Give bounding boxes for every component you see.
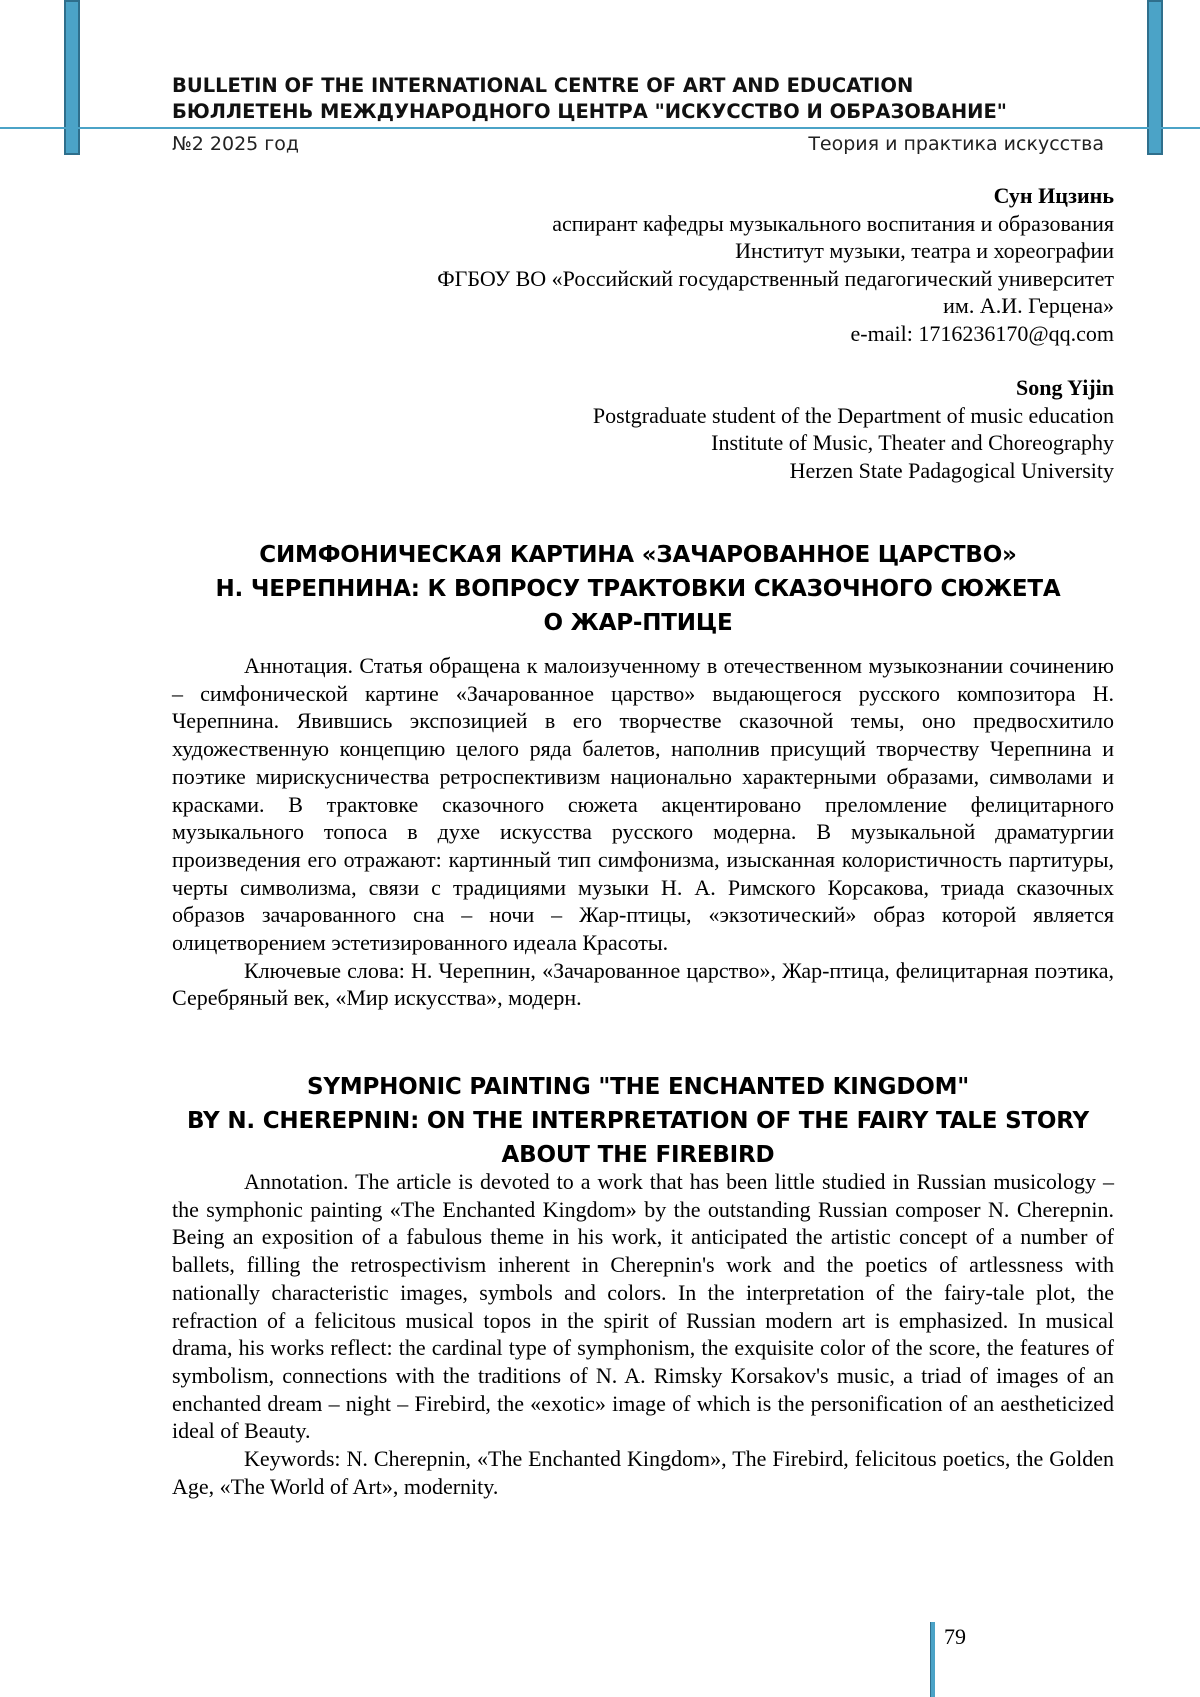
abstract-en-section [172, 1168, 1114, 1500]
left-decorative-bar [64, 0, 80, 155]
author-ru-line: ФГБОУ ВО «Российский государственный педагогический университет [437, 265, 1114, 291]
page-number-rule [930, 1622, 935, 1697]
author-ru-name: Сун Ицзинь [993, 183, 1114, 208]
author-en-name: Song Yijin [1015, 375, 1114, 400]
journal-header [172, 73, 1132, 125]
abstract-en: Annotation. The article is devoted to a work that has been little studied in Russian musicology – the symphonic painting «The Enchanted Kingdom» by the outstanding Russian composer N. Cherepnin. Being an exposition of a fabulous theme in his work, it anticipated the artistic concept of a number of ballets, filling the retrospectivism inherent in Cherepnin's work and the poetics of artlessness with nationally characteristic images, symbols and colors. In the interpretation of the fairy-tale plot, the refraction of a felicitous musical topos in the spirit of Russian modern art is emphasized. In musical drama, his works reflect: the cardinal type of symphonism, the exquisite color of the score, the features of symbolism, connections with the traditions of N. A. Rimsky Korsakov's music, a triad of images of an enchanted dream – night – Firebird, the «exotic» image of which is the personification of an aestheticized ideal of Beauty. [172, 1169, 1114, 1444]
keywords-en: Keywords: N. Cherepnin, «The Enchanted Kingdom», The Firebird, felicitous poetics, the Golden Age, «The World of Art», modernity. [172, 1446, 1114, 1499]
journal-title-en: BULLETIN OF THE INTERNATIONAL CENTRE OF ART AND EDUCATION [172, 74, 914, 97]
section-name: Теория и практика искусства [808, 133, 1104, 155]
title-ru-line: СИМФОНИЧЕСКАЯ КАРТИНА «ЗАЧАРОВАННОЕ ЦАРСТВО» [259, 542, 1017, 568]
journal-title-ru: БЮЛЛЕТЕНЬ МЕЖДУНАРОДНОГО ЦЕНТРА "ИСКУССТВО И ОБРАЗОВАНИЕ" [172, 100, 1007, 123]
article-title-ru [172, 538, 1104, 640]
author-en-line: Herzen State Padagogical University [789, 457, 1114, 483]
issue-line [172, 131, 1104, 157]
title-en-line: BY N. CHEREPNIN: ON THE INTERPRETATION OF THE FAIRY TALE STORY [186, 1108, 1089, 1134]
author-affiliations [214, 182, 1114, 484]
title-en-line: ABOUT THE FIREBIRD [501, 1142, 775, 1168]
page-number: 79 [944, 1624, 966, 1649]
author-ru-block [214, 182, 1114, 347]
author-ru-email: e-mail: 1716236170@qq.com [850, 320, 1114, 346]
keywords-ru: Ключевые слова: Н. Черепнин, «Зачарованное царство», Жар-птица, фелицитарная поэтика, Серебряный век, «Мир искусства», модерн. [172, 957, 1114, 1011]
issue-number: №2 2025 год [172, 133, 300, 155]
author-ru-line: им. А.И. Герцена» [943, 293, 1114, 318]
title-ru-line: О ЖАР-ПТИЦЕ [543, 610, 733, 636]
title-en-line: SYMPHONIC PAINTING "THE ENCHANTED KINGDOM" [306, 1074, 970, 1100]
author-en-block [214, 374, 1114, 484]
article-title-en [172, 1070, 1104, 1172]
abstract-ru-section [172, 652, 1114, 1012]
title-ru-line: Н. ЧЕРЕПНИНА: К ВОПРОСУ ТРАКТОВКИ СКАЗОЧНОГО СЮЖЕТА [215, 576, 1061, 602]
author-en-line: Postgraduate student of the Department of music education [592, 402, 1114, 428]
author-ru-line: аспирант кафедры музыкального воспитания и образования [552, 210, 1114, 236]
author-en-line: Institute of Music, Theater and Choreography [711, 430, 1114, 455]
header-rule [0, 127, 1200, 129]
author-ru-line: Институт музыки, театра и хореографии [735, 238, 1114, 263]
abstract-ru: Аннотация. Статья обращена к малоизученному в отечественном музыкознании сочинению – симфонической картине «Зачарованное царство» выдающегося русского композитора Н. Черепнина. Явившись экспозицией в его творчестве сказочной темы, оно предвосхитило художественную концепцию целого ряда балетов, наполнив присущий творчеству Черепнина и поэтике мирискусничества ретроспективизм национально характерными образами, символами и красками. В трактовке сказочного сюжета акцентировано преломление фелицитарного музыкального топоса в духе искусства русского модерна. В музыкальной драматургии произведения его отражают: картинный тип симфонизма, изысканная колористичность партитуры, черты символизма, связи с традициями музыки Н. А. Римского Корсакова, триада сказочных образов зачарованного сна – ночи – Жар-птицы, «экзотический» образ которой является олицетворением эстетизированного идеала Красоты. [172, 653, 1114, 956]
right-decorative-bar [1147, 0, 1163, 155]
